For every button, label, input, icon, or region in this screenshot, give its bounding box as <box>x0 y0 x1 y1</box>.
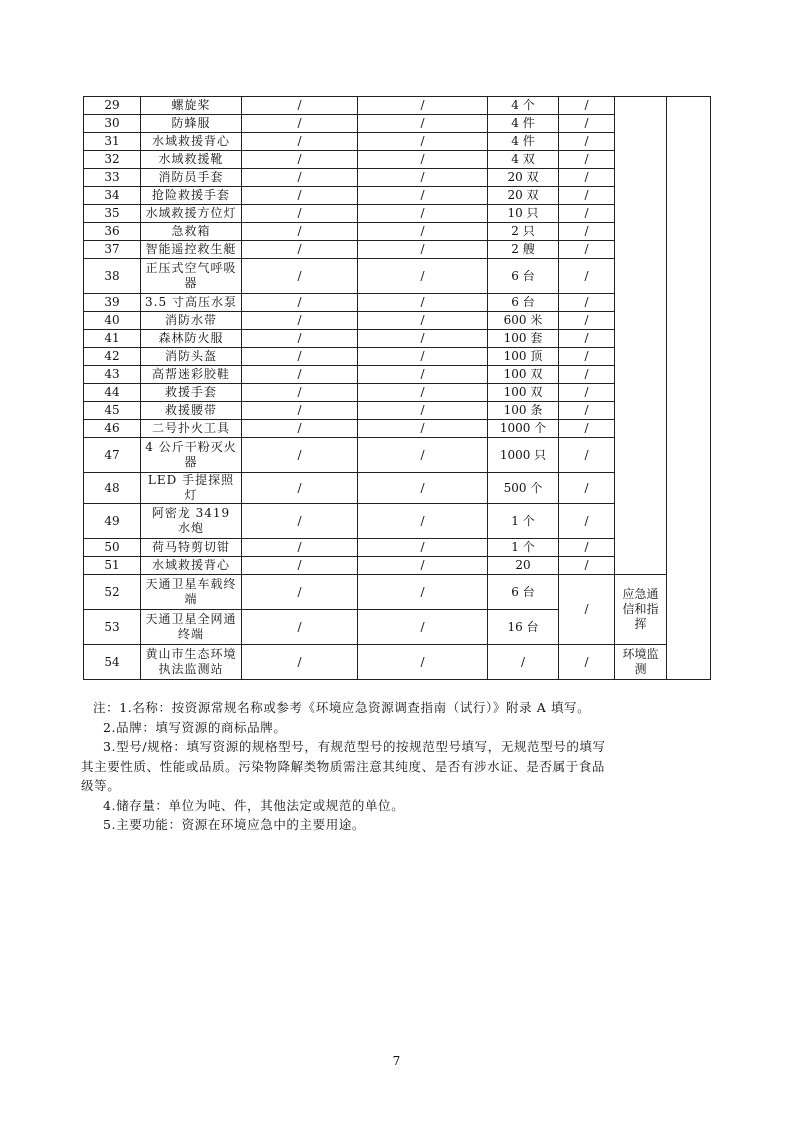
brand-cell: / <box>242 223 358 241</box>
brand-cell: / <box>242 575 358 610</box>
resource-name: 水域救援背心 <box>141 133 242 151</box>
brand-cell: / <box>242 187 358 205</box>
resource-name: 水域救援背心 <box>141 557 242 575</box>
quantity-cell: 1 个 <box>488 539 559 557</box>
quantity-cell: / <box>488 645 559 680</box>
location-cell: / <box>559 384 615 402</box>
spec-cell: / <box>358 241 488 259</box>
spec-cell: / <box>358 115 488 133</box>
spec-cell: / <box>358 312 488 330</box>
brand-cell: / <box>242 473 358 504</box>
location-cell: / <box>559 575 615 645</box>
brand-cell: / <box>242 348 358 366</box>
spec-cell: / <box>358 348 488 366</box>
resource-table <box>83 96 711 680</box>
brand-cell: / <box>242 205 358 223</box>
row-number: 52 <box>84 575 141 610</box>
table-row <box>84 575 711 610</box>
page-number: 7 <box>392 1054 401 1068</box>
brand-cell: / <box>242 420 358 438</box>
resource-name: 高帮迷彩胶鞋 <box>141 366 242 384</box>
spec-cell: / <box>358 438 488 473</box>
resource-name: 水域救援方位灯 <box>141 205 242 223</box>
quantity-cell: 100 双 <box>488 384 559 402</box>
note-3: 3.型号/规格：填写资源的规格型号，有规范型号的按规范型号填写，无规范型号的填写 <box>103 739 606 754</box>
quantity-cell: 4 件 <box>488 115 559 133</box>
brand-cell: / <box>242 557 358 575</box>
row-number: 37 <box>84 241 141 259</box>
row-number: 41 <box>84 330 141 348</box>
spec-cell: / <box>358 557 488 575</box>
quantity-cell: 16 台 <box>488 610 559 645</box>
location-cell: / <box>559 259 615 294</box>
row-number: 54 <box>84 645 141 680</box>
location-cell: / <box>559 151 615 169</box>
resource-name: 荷马特剪切钳 <box>141 539 242 557</box>
note-1: 注：1.名称：按资源常规名称或参考《环境应急资源调查指南（试行）》附录 A 填写。 <box>93 700 591 715</box>
spec-cell: / <box>358 402 488 420</box>
resource-name: 消防员手套 <box>141 169 242 187</box>
quantity-cell: 6 台 <box>488 575 559 610</box>
quantity-cell: 1000 只 <box>488 438 559 473</box>
location-cell: / <box>559 366 615 384</box>
row-number: 47 <box>84 438 141 473</box>
row-number: 46 <box>84 420 141 438</box>
quantity-cell: 1 个 <box>488 504 559 539</box>
row-number: 50 <box>84 539 141 557</box>
brand-cell: / <box>242 438 358 473</box>
resource-name: 3.5 寸高压水泵 <box>141 294 242 312</box>
resource-name: 螺旋桨 <box>141 97 242 115</box>
resource-name: 智能遥控救生艇 <box>141 241 242 259</box>
brand-cell: / <box>242 504 358 539</box>
quantity-cell: 4 件 <box>488 133 559 151</box>
location-cell: / <box>559 402 615 420</box>
resource-name: 天通卫星全网通终端 <box>141 610 242 645</box>
function-cell-merged <box>615 97 667 575</box>
resource-name: 消防水带 <box>141 312 242 330</box>
resource-name: 4 公斤干粉灭火器 <box>141 438 242 473</box>
row-number: 45 <box>84 402 141 420</box>
brand-cell: / <box>242 539 358 557</box>
location-cell: / <box>559 645 615 680</box>
brand-cell: / <box>242 151 358 169</box>
row-number: 42 <box>84 348 141 366</box>
brand-cell: / <box>242 312 358 330</box>
location-cell: / <box>559 205 615 223</box>
row-number: 49 <box>84 504 141 539</box>
resource-name: 急救箱 <box>141 223 242 241</box>
location-cell: / <box>559 241 615 259</box>
spec-cell: / <box>358 504 488 539</box>
row-number: 38 <box>84 259 141 294</box>
row-number: 33 <box>84 169 141 187</box>
quantity-cell: 6 台 <box>488 294 559 312</box>
spec-cell: / <box>358 384 488 402</box>
quantity-cell: 4 个 <box>488 97 559 115</box>
quantity-cell: 2 只 <box>488 223 559 241</box>
brand-cell: / <box>242 115 358 133</box>
quantity-cell: 600 米 <box>488 312 559 330</box>
location-cell: / <box>559 187 615 205</box>
location-cell: / <box>559 97 615 115</box>
spec-cell: / <box>358 97 488 115</box>
row-number: 34 <box>84 187 141 205</box>
resource-name: 黄山市生态环境执法监测站 <box>141 645 242 680</box>
location-cell: / <box>559 348 615 366</box>
location-cell: / <box>559 133 615 151</box>
note-5: 5.主要功能：资源在环境应急中的主要用途。 <box>103 817 366 832</box>
quantity-cell: 100 套 <box>488 330 559 348</box>
brand-cell: / <box>242 169 358 187</box>
row-number: 36 <box>84 223 141 241</box>
row-number: 40 <box>84 312 141 330</box>
location-cell: / <box>559 557 615 575</box>
brand-cell: / <box>242 133 358 151</box>
location-cell: / <box>559 115 615 133</box>
spec-cell: / <box>358 420 488 438</box>
quantity-cell: 500 个 <box>488 473 559 504</box>
resource-name: 水域救援靴 <box>141 151 242 169</box>
spec-cell: / <box>358 330 488 348</box>
quantity-cell: 100 条 <box>488 402 559 420</box>
spec-cell: / <box>358 473 488 504</box>
note-3-continued: 其主要性质、性能或品质。污染物降解类物质需注意其纯度、是否有涉水证、是否属于食品 <box>81 758 606 774</box>
spec-cell: / <box>358 133 488 151</box>
spec-cell: / <box>358 169 488 187</box>
spec-cell: / <box>358 366 488 384</box>
row-number: 30 <box>84 115 141 133</box>
brand-cell: / <box>242 645 358 680</box>
location-cell: / <box>559 473 615 504</box>
brand-cell: / <box>242 259 358 294</box>
resource-name: 正压式空气呼吸器 <box>141 259 242 294</box>
quantity-cell: 20 双 <box>488 187 559 205</box>
location-cell: / <box>559 223 615 241</box>
note-4: 4.储存量：单位为吨、件，其他法定或规范的单位。 <box>103 797 405 813</box>
spec-cell: / <box>358 610 488 645</box>
resource-name: 抢险救援手套 <box>141 187 242 205</box>
resource-name: LED 手提探照灯 <box>141 473 242 504</box>
row-number: 31 <box>84 133 141 151</box>
resource-name: 二号扑火工具 <box>141 420 242 438</box>
brand-cell: / <box>242 402 358 420</box>
quantity-cell: 4 双 <box>488 151 559 169</box>
quantity-cell: 100 顶 <box>488 348 559 366</box>
spec-cell: / <box>358 205 488 223</box>
row-number: 39 <box>84 294 141 312</box>
brand-cell: / <box>242 610 358 645</box>
spec-cell: / <box>358 539 488 557</box>
brand-cell: / <box>242 294 358 312</box>
quantity-cell: 6 台 <box>488 259 559 294</box>
resource-name: 防蜂服 <box>141 115 242 133</box>
quantity-cell: 10 只 <box>488 205 559 223</box>
resource-name: 救援腰带 <box>141 402 242 420</box>
location-cell: / <box>559 169 615 187</box>
resource-name: 救援手套 <box>141 384 242 402</box>
row-number: 29 <box>84 97 141 115</box>
quantity-cell: 20 <box>488 557 559 575</box>
row-number: 44 <box>84 384 141 402</box>
location-cell: / <box>559 420 615 438</box>
quantity-cell: 100 双 <box>488 366 559 384</box>
brand-cell: / <box>242 241 358 259</box>
location-cell: / <box>559 504 615 539</box>
spec-cell: / <box>358 223 488 241</box>
function-monitor: 环境监测 <box>615 645 667 680</box>
spec-cell: / <box>358 645 488 680</box>
spec-cell: / <box>358 259 488 294</box>
brand-cell: / <box>242 330 358 348</box>
resource-name: 阿密龙 3419 水炮 <box>141 504 242 539</box>
spec-cell: / <box>358 187 488 205</box>
resource-name: 消防头盔 <box>141 348 242 366</box>
brand-cell: / <box>242 97 358 115</box>
table-row <box>84 645 711 680</box>
row-number: 43 <box>84 366 141 384</box>
location-cell: / <box>559 539 615 557</box>
table-notes <box>81 698 703 835</box>
row-number: 48 <box>84 473 141 504</box>
note-2: 2.品牌：填写资源的商标品牌。 <box>103 719 287 735</box>
brand-cell: / <box>242 366 358 384</box>
location-cell: / <box>559 330 615 348</box>
quantity-cell: 1000 个 <box>488 420 559 438</box>
location-cell: / <box>559 312 615 330</box>
row-number: 35 <box>84 205 141 223</box>
quantity-cell: 2 艘 <box>488 241 559 259</box>
row-number: 32 <box>84 151 141 169</box>
location-cell: / <box>559 294 615 312</box>
brand-cell: / <box>242 384 358 402</box>
row-number: 53 <box>84 610 141 645</box>
remark-cell-merged <box>667 97 711 680</box>
quantity-cell: 20 双 <box>488 169 559 187</box>
spec-cell: / <box>358 151 488 169</box>
function-comm: 应急通信和指挥 <box>615 575 667 645</box>
spec-cell: / <box>358 575 488 610</box>
table-row <box>84 97 711 115</box>
spec-cell: / <box>358 294 488 312</box>
row-number: 51 <box>84 557 141 575</box>
resource-name: 天通卫星车载终端 <box>141 575 242 610</box>
note-3-end: 级等。 <box>81 778 121 793</box>
location-cell: / <box>559 438 615 473</box>
resource-name: 森林防火服 <box>141 330 242 348</box>
